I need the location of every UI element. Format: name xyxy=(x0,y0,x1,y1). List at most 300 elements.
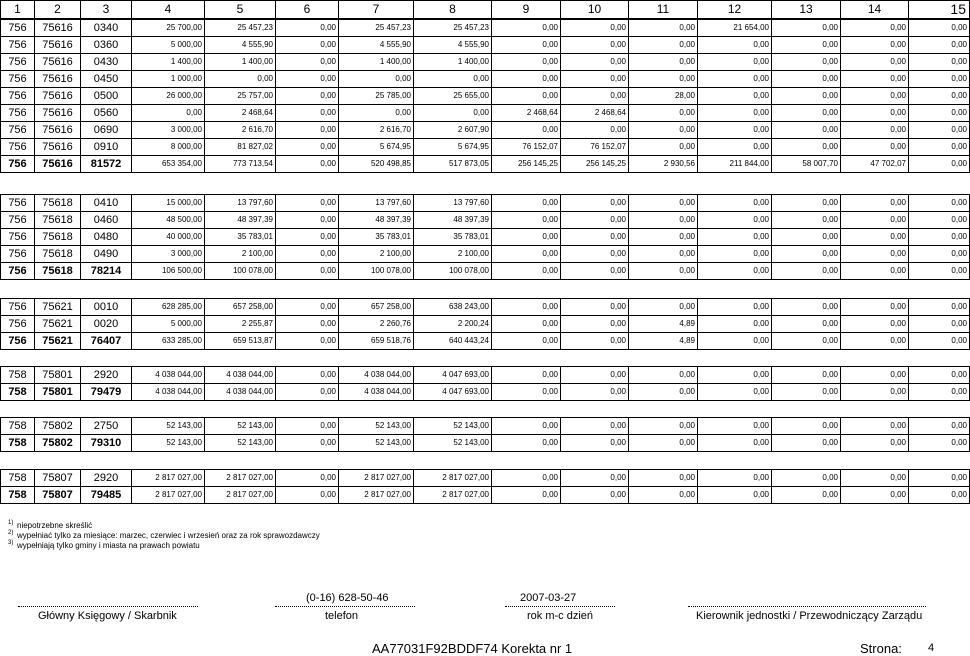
table-cell: 76 152,07 xyxy=(561,139,629,156)
table-cell: 0,00 xyxy=(772,470,841,487)
table-cell: 633 285,00 xyxy=(132,333,205,350)
table-cell: 0,00 xyxy=(772,139,841,156)
column-header xyxy=(0,0,970,19)
table-cell: 0,00 xyxy=(698,37,772,54)
table-row xyxy=(1,333,970,350)
table-cell: 0,00 xyxy=(276,384,339,401)
table-cell: 0,00 xyxy=(492,263,561,280)
table-cell: 0,00 xyxy=(492,195,561,212)
table-cell: 0,00 xyxy=(276,470,339,487)
table-cell: 756 xyxy=(1,195,35,212)
phone-value: (0-16) 628-50-46 xyxy=(306,592,389,604)
table-cell: 0,00 xyxy=(909,105,970,122)
table-cell: 0,00 xyxy=(698,54,772,71)
table-cell: 0,00 xyxy=(698,316,772,333)
table-row xyxy=(1,122,970,139)
table-cell: 75616 xyxy=(35,54,81,71)
table-cell: 48 397,39 xyxy=(414,212,492,229)
table-cell: 0,00 xyxy=(909,435,970,452)
table-cell: 75621 xyxy=(35,316,81,333)
table-cell: 0,00 xyxy=(698,333,772,350)
table-row xyxy=(1,195,970,212)
table-cell: 0,00 xyxy=(561,20,629,37)
table-cell: 0,00 xyxy=(561,246,629,263)
table-cell: 5 000,00 xyxy=(132,316,205,333)
table-cell: 78214 xyxy=(81,263,132,280)
phone-label: telefon xyxy=(325,610,359,622)
table-cell: 0,00 xyxy=(772,37,841,54)
table-cell: 0,00 xyxy=(492,212,561,229)
table-cell: 756 xyxy=(1,71,35,88)
table-cell: 0,00 xyxy=(841,470,909,487)
table-cell: 0010 xyxy=(81,299,132,316)
table-cell: 0,00 xyxy=(909,229,970,246)
table-cell: 75807 xyxy=(35,470,81,487)
table-cell: 0,00 xyxy=(772,20,841,37)
table-cell: 0,00 xyxy=(698,263,772,280)
table-cell: 0,00 xyxy=(561,470,629,487)
table-cell: 28,00 xyxy=(629,88,698,105)
table-cell: 100 078,00 xyxy=(339,263,414,280)
table-cell: 756 xyxy=(1,263,35,280)
page-number: 4 xyxy=(928,642,935,654)
table-cell: 2 255,87 xyxy=(205,316,276,333)
table-cell: 0,00 xyxy=(629,212,698,229)
table-cell: 0,00 xyxy=(339,105,414,122)
table-cell: 75807 xyxy=(35,487,81,504)
table-cell: 35 783,01 xyxy=(414,229,492,246)
row-group xyxy=(0,417,970,452)
table-cell: 52 143,00 xyxy=(414,435,492,452)
table-cell: 0,00 xyxy=(629,435,698,452)
table-cell: 106 500,00 xyxy=(132,263,205,280)
table-cell: 0410 xyxy=(81,195,132,212)
table-cell: 2 616,70 xyxy=(205,122,276,139)
table-cell: 76407 xyxy=(81,333,132,350)
table-cell: 0,00 xyxy=(841,316,909,333)
table-cell: 659 513,87 xyxy=(205,333,276,350)
row-group xyxy=(0,469,970,504)
table-cell: 0,00 xyxy=(772,246,841,263)
table-cell: 0,00 xyxy=(561,316,629,333)
table-cell: 0,00 xyxy=(909,246,970,263)
table-cell: 0,00 xyxy=(772,316,841,333)
table-cell: 628 285,00 xyxy=(132,299,205,316)
table-cell: 0,00 xyxy=(276,299,339,316)
table-cell: 1 000,00 xyxy=(132,71,205,88)
table-cell: 2 468,64 xyxy=(205,105,276,122)
table-cell: 756 xyxy=(1,316,35,333)
table-cell: 0,00 xyxy=(909,37,970,54)
table-cell: 52 143,00 xyxy=(205,418,276,435)
table-cell: 0020 xyxy=(81,316,132,333)
table-cell: 2 930,56 xyxy=(629,156,698,173)
table-cell: 79485 xyxy=(81,487,132,504)
table-cell: 0,00 xyxy=(276,139,339,156)
table-cell: 25 655,00 xyxy=(414,88,492,105)
table-cell: 75616 xyxy=(35,71,81,88)
table-cell: 756 xyxy=(1,212,35,229)
table-cell: 0,00 xyxy=(492,88,561,105)
date-label: rok m-c dzień xyxy=(527,610,594,622)
table-cell: 0,00 xyxy=(698,299,772,316)
table-cell: 0,00 xyxy=(276,105,339,122)
table-cell: 75616 xyxy=(35,105,81,122)
table-cell: 758 xyxy=(1,470,35,487)
table-row xyxy=(1,139,970,156)
table-cell: 0,00 xyxy=(629,229,698,246)
table-cell: 0,00 xyxy=(841,246,909,263)
table-cell: 0,00 xyxy=(772,54,841,71)
table-cell: 0,00 xyxy=(909,487,970,504)
table-row xyxy=(1,37,970,54)
table-cell: 758 xyxy=(1,367,35,384)
table-cell: 0,00 xyxy=(772,333,841,350)
table-cell: 0,00 xyxy=(841,122,909,139)
table-cell: 0,00 xyxy=(698,418,772,435)
table-row xyxy=(1,71,970,88)
table-cell: 5 000,00 xyxy=(132,37,205,54)
table-cell: 2 817 027,00 xyxy=(205,487,276,504)
table-cell: 756 xyxy=(1,20,35,37)
table-cell: 0,00 xyxy=(629,71,698,88)
table-cell: 0560 xyxy=(81,105,132,122)
table-cell: 4 038 044,00 xyxy=(339,384,414,401)
column-header-5: 5 xyxy=(205,1,276,19)
table-cell: 0,00 xyxy=(492,418,561,435)
table-cell: 0,00 xyxy=(629,139,698,156)
table-row xyxy=(1,229,970,246)
table-cell: 0,00 xyxy=(629,20,698,37)
table-cell: 0,00 xyxy=(698,487,772,504)
table-cell: 52 143,00 xyxy=(339,435,414,452)
table-cell: 4,89 xyxy=(629,316,698,333)
table-cell: 75616 xyxy=(35,156,81,173)
table-cell: 0,00 xyxy=(276,367,339,384)
table-cell: 0,00 xyxy=(561,37,629,54)
table-cell: 0,00 xyxy=(561,122,629,139)
table-row xyxy=(1,470,970,487)
head-label: Kierownik jednostki / Przewodniczący Zarządu xyxy=(696,610,923,622)
table-cell: 0,00 xyxy=(909,122,970,139)
table-cell: 0,00 xyxy=(772,418,841,435)
table-cell: 2 100,00 xyxy=(414,246,492,263)
table-cell: 25 457,23 xyxy=(414,20,492,37)
table-cell: 0,00 xyxy=(698,229,772,246)
column-header-7: 7 xyxy=(339,1,414,19)
table-cell: 256 145,25 xyxy=(561,156,629,173)
table-cell: 0,00 xyxy=(698,246,772,263)
table-cell: 0,00 xyxy=(492,470,561,487)
table-cell: 75801 xyxy=(35,384,81,401)
table-cell: 81572 xyxy=(81,156,132,173)
table-row xyxy=(1,88,970,105)
table-cell: 0,00 xyxy=(772,487,841,504)
table-cell: 520 498,85 xyxy=(339,156,414,173)
table-cell: 3 000,00 xyxy=(132,246,205,263)
table-cell: 52 143,00 xyxy=(132,435,205,452)
table-cell: 2920 xyxy=(81,367,132,384)
table-cell: 773 713,54 xyxy=(205,156,276,173)
table-cell: 0,00 xyxy=(561,299,629,316)
table-cell: 0,00 xyxy=(276,263,339,280)
table-cell: 13 797,60 xyxy=(339,195,414,212)
table-cell: 0,00 xyxy=(909,156,970,173)
table-cell: 0,00 xyxy=(841,384,909,401)
table-cell: 0,00 xyxy=(772,105,841,122)
table-cell: 0,00 xyxy=(909,212,970,229)
table-cell: 0,00 xyxy=(276,88,339,105)
table-cell: 4 038 044,00 xyxy=(132,367,205,384)
table-cell: 100 078,00 xyxy=(414,263,492,280)
table-cell: 0,00 xyxy=(492,71,561,88)
table-cell: 0,00 xyxy=(492,299,561,316)
table-cell: 0,00 xyxy=(772,367,841,384)
table-cell: 0,00 xyxy=(698,384,772,401)
table-cell: 48 397,39 xyxy=(339,212,414,229)
table-cell: 0,00 xyxy=(841,487,909,504)
table-cell: 0,00 xyxy=(276,435,339,452)
table-cell: 0,00 xyxy=(492,122,561,139)
table-cell: 758 xyxy=(1,487,35,504)
table-cell: 0,00 xyxy=(492,487,561,504)
table-cell: 0,00 xyxy=(276,246,339,263)
table-cell: 1 400,00 xyxy=(132,54,205,71)
table-cell: 0,00 xyxy=(205,71,276,88)
table-cell: 0,00 xyxy=(561,367,629,384)
table-cell: 3 000,00 xyxy=(132,122,205,139)
table-cell: 640 443,24 xyxy=(414,333,492,350)
table-cell: 0,00 xyxy=(629,384,698,401)
signature-line xyxy=(688,606,926,607)
table-cell: 0,00 xyxy=(909,139,970,156)
table-cell: 52 143,00 xyxy=(339,418,414,435)
table-cell: 0,00 xyxy=(772,299,841,316)
table-cell: 48 500,00 xyxy=(132,212,205,229)
table-cell: 76 152,07 xyxy=(492,139,561,156)
table-cell: 0480 xyxy=(81,229,132,246)
table-cell: 756 xyxy=(1,246,35,263)
table-cell: 2 468,64 xyxy=(492,105,561,122)
table-cell: 0,00 xyxy=(492,246,561,263)
table-cell: 0,00 xyxy=(909,299,970,316)
table-cell: 81 827,02 xyxy=(205,139,276,156)
table-cell: 4 555,90 xyxy=(414,37,492,54)
table-cell: 0,00 xyxy=(772,229,841,246)
table-cell: 0,00 xyxy=(561,195,629,212)
table-cell: 0,00 xyxy=(909,418,970,435)
table-cell: 0,00 xyxy=(629,263,698,280)
table-cell: 0,00 xyxy=(698,122,772,139)
table-row xyxy=(1,246,970,263)
column-header-6: 6 xyxy=(276,1,339,19)
table-cell: 0,00 xyxy=(629,54,698,71)
table-cell: 0,00 xyxy=(772,71,841,88)
table-cell: 0,00 xyxy=(629,299,698,316)
table-cell: 0,00 xyxy=(276,229,339,246)
table-cell: 0,00 xyxy=(629,122,698,139)
column-header-8: 8 xyxy=(414,1,492,19)
table-cell: 2 817 027,00 xyxy=(339,470,414,487)
table-cell: 2920 xyxy=(81,470,132,487)
table-cell: 0,00 xyxy=(561,71,629,88)
table-cell: 21 654,00 xyxy=(698,20,772,37)
table-cell: 756 xyxy=(1,54,35,71)
table-cell: 2 468,64 xyxy=(561,105,629,122)
table-cell: 1 400,00 xyxy=(414,54,492,71)
table-cell: 0,00 xyxy=(841,299,909,316)
table-row xyxy=(1,299,970,316)
table-cell: 0,00 xyxy=(841,418,909,435)
table-cell: 4 038 044,00 xyxy=(205,384,276,401)
table-cell: 0,00 xyxy=(561,229,629,246)
table-cell: 75618 xyxy=(35,212,81,229)
table-cell: 75618 xyxy=(35,246,81,263)
column-header-14: 14 xyxy=(841,1,909,19)
page-label: Strona: xyxy=(860,641,902,656)
table-cell: 25 457,23 xyxy=(339,20,414,37)
table-cell: 52 143,00 xyxy=(414,418,492,435)
table-cell: 0,00 xyxy=(492,229,561,246)
table-cell: 75618 xyxy=(35,263,81,280)
table-cell: 0,00 xyxy=(339,71,414,88)
table-cell: 0,00 xyxy=(414,71,492,88)
table-cell: 756 xyxy=(1,299,35,316)
table-row xyxy=(1,487,970,504)
table-cell: 2 200,24 xyxy=(414,316,492,333)
table-cell: 0,00 xyxy=(909,333,970,350)
table-cell: 756 xyxy=(1,37,35,54)
table-cell: 0,00 xyxy=(492,333,561,350)
signature-line xyxy=(18,606,198,607)
table-cell: 0,00 xyxy=(561,435,629,452)
table-cell: 517 873,05 xyxy=(414,156,492,173)
table-cell: 0,00 xyxy=(561,384,629,401)
table-cell: 211 844,00 xyxy=(698,156,772,173)
table-cell: 0,00 xyxy=(629,418,698,435)
table-cell: 0450 xyxy=(81,71,132,88)
table-row xyxy=(1,54,970,71)
footnotes xyxy=(8,521,320,551)
table-cell: 48 397,39 xyxy=(205,212,276,229)
table-cell: 0,00 xyxy=(909,263,970,280)
footnote: 1) niepotrzebne skreślić xyxy=(8,520,93,530)
row-group xyxy=(0,194,970,280)
row-group xyxy=(0,298,970,350)
table-cell: 0,00 xyxy=(698,367,772,384)
table-cell: 79310 xyxy=(81,435,132,452)
table-cell: 4 038 044,00 xyxy=(205,367,276,384)
table-cell: 0460 xyxy=(81,212,132,229)
table-cell: 0,00 xyxy=(276,333,339,350)
table-cell: 4 047 693,00 xyxy=(414,384,492,401)
table-cell: 0360 xyxy=(81,37,132,54)
table-cell: 75802 xyxy=(35,435,81,452)
table-cell: 0,00 xyxy=(841,263,909,280)
table-cell: 0,00 xyxy=(909,316,970,333)
table-cell: 40 000,00 xyxy=(132,229,205,246)
table-cell: 0,00 xyxy=(561,333,629,350)
table-cell: 75616 xyxy=(35,88,81,105)
table-cell: 0,00 xyxy=(492,435,561,452)
table-cell: 756 xyxy=(1,156,35,173)
table-cell: 0,00 xyxy=(276,20,339,37)
table-cell: 2 817 027,00 xyxy=(132,470,205,487)
table-row xyxy=(1,367,970,384)
table-cell: 638 243,00 xyxy=(414,299,492,316)
table-cell: 5 674,95 xyxy=(414,139,492,156)
table-cell: 0,00 xyxy=(629,487,698,504)
table-cell: 0,00 xyxy=(561,54,629,71)
table-cell: 75616 xyxy=(35,122,81,139)
table-cell: 1 400,00 xyxy=(205,54,276,71)
table-cell: 0,00 xyxy=(841,88,909,105)
table-cell: 0,00 xyxy=(841,54,909,71)
table-cell: 0,00 xyxy=(841,139,909,156)
table-cell: 0,00 xyxy=(492,316,561,333)
table-cell: 758 xyxy=(1,435,35,452)
table-cell: 0,00 xyxy=(698,470,772,487)
table-cell: 0,00 xyxy=(276,37,339,54)
table-cell: 5 674,95 xyxy=(339,139,414,156)
date-value: 2007-03-27 xyxy=(520,592,577,604)
table-cell: 0,00 xyxy=(276,212,339,229)
table-cell: 75616 xyxy=(35,139,81,156)
table-cell: 0,00 xyxy=(698,71,772,88)
table-cell: 0,00 xyxy=(561,487,629,504)
table-cell: 26 000,00 xyxy=(132,88,205,105)
table-cell: 0,00 xyxy=(772,195,841,212)
table-cell: 79479 xyxy=(81,384,132,401)
table-cell: 756 xyxy=(1,333,35,350)
table-cell: 2 260,76 xyxy=(339,316,414,333)
table-cell: 0,00 xyxy=(276,122,339,139)
table-cell: 256 145,25 xyxy=(492,156,561,173)
table-cell: 756 xyxy=(1,88,35,105)
table-row xyxy=(1,316,970,333)
table-cell: 0,00 xyxy=(276,156,339,173)
column-header-12: 12 xyxy=(698,1,772,19)
table-cell: 657 258,00 xyxy=(205,299,276,316)
table-cell: 100 078,00 xyxy=(205,263,276,280)
table-cell: 0,00 xyxy=(561,263,629,280)
table-cell: 0,00 xyxy=(772,122,841,139)
accountant-label: Główny Księgowy / Skarbnik xyxy=(38,610,177,622)
table-row xyxy=(1,212,970,229)
column-header-9: 9 xyxy=(492,1,561,19)
table-cell: 0,00 xyxy=(629,367,698,384)
table-cell: 0,00 xyxy=(698,88,772,105)
table-cell: 659 518,76 xyxy=(339,333,414,350)
table-cell: 0,00 xyxy=(841,195,909,212)
table-row xyxy=(1,435,970,452)
table-cell: 0,00 xyxy=(698,435,772,452)
row-group xyxy=(0,366,970,401)
table-cell: 58 007,70 xyxy=(772,156,841,173)
table-row xyxy=(1,384,970,401)
table-cell: 2 817 027,00 xyxy=(132,487,205,504)
table-cell: 0,00 xyxy=(561,88,629,105)
signature-line xyxy=(505,606,615,607)
table-cell: 2750 xyxy=(81,418,132,435)
table-cell: 0,00 xyxy=(909,88,970,105)
footnote: 3) wypełniają tylko gminy i miasta na prawach powiatu xyxy=(8,540,200,550)
table-cell: 0490 xyxy=(81,246,132,263)
table-cell: 75801 xyxy=(35,367,81,384)
table-cell: 0,00 xyxy=(772,435,841,452)
table-cell: 0500 xyxy=(81,88,132,105)
column-header-2: 2 xyxy=(35,1,81,19)
